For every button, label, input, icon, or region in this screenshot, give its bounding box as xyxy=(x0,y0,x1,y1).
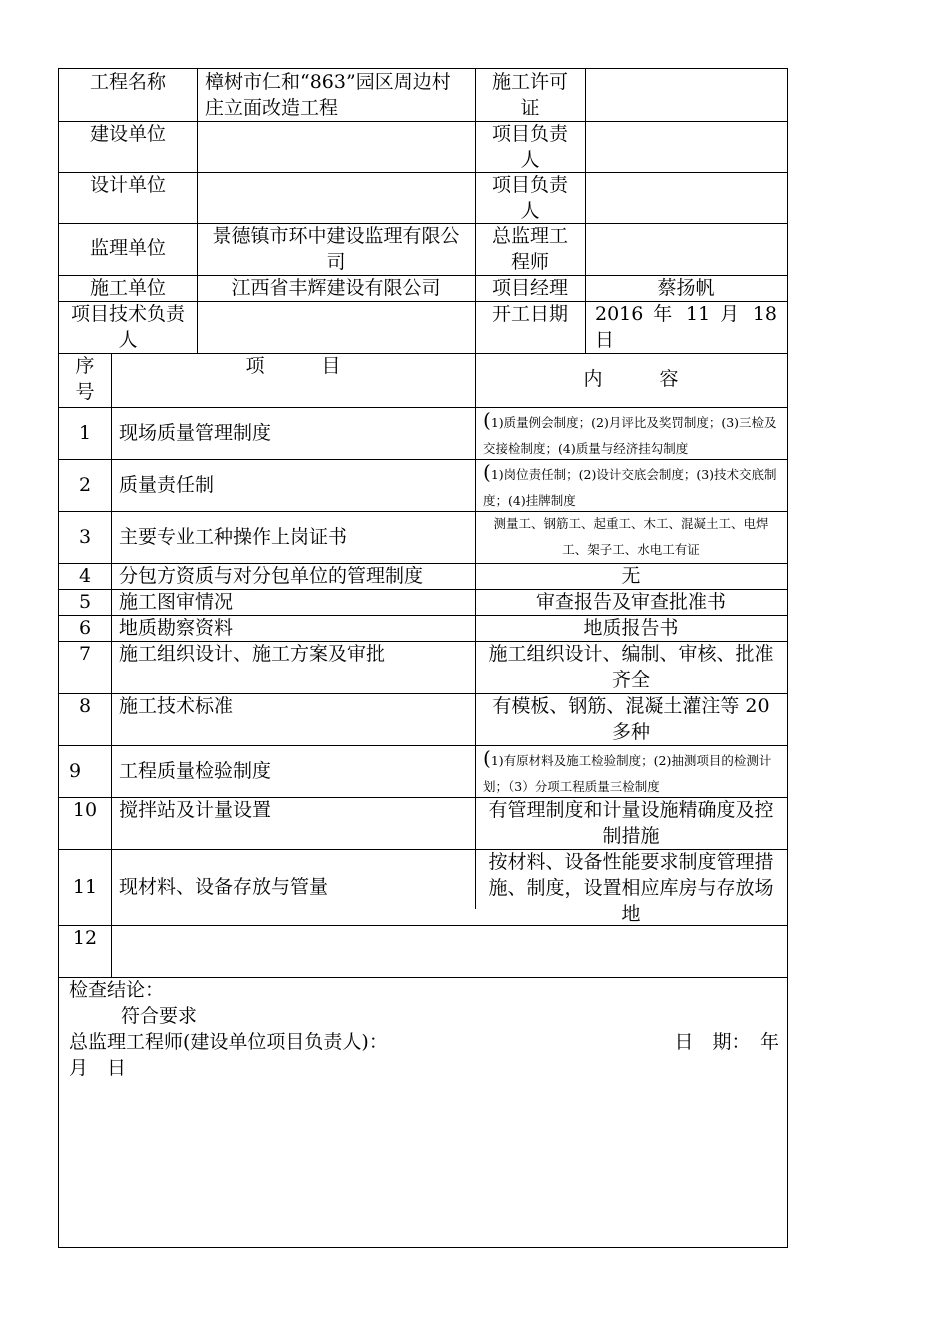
row-number: 2 xyxy=(78,474,92,496)
row-content-text: 1)岗位责任制；(2)设计交底会制度；(3)技术交底制度；(4)挂牌制度 xyxy=(483,467,777,508)
start-date-label: 开工日期 xyxy=(491,303,568,325)
row-content xyxy=(475,745,787,800)
contractor-pm-label: 项目经理 xyxy=(491,277,568,299)
row-item: 施工图审情况 xyxy=(119,591,234,613)
row-item: 现场质量管理制度 xyxy=(119,422,272,444)
row-number: 8 xyxy=(78,695,92,717)
date-label: 日 期： 年 xyxy=(674,1031,779,1053)
row-number: 9 xyxy=(69,760,82,782)
row-number: 5 xyxy=(78,591,92,613)
row-content-text: 1)质量例会制度；(2)月评比及奖罚制度；(3)三检及交接检制度；(4)质量与经济挂勾制度 xyxy=(483,415,777,456)
row-item: 地质勘察资料 xyxy=(119,617,234,639)
row-content: 按材料、设备性能要求制度管理措施、制度，设置相应库房与存放场地 xyxy=(488,851,774,925)
row-number: 1 xyxy=(78,422,92,444)
seq-column-header: 序号 xyxy=(75,355,95,403)
signer-label: 总监理工程师(建设单位项目负责人)： xyxy=(69,1031,388,1053)
inspection-record-table xyxy=(58,68,788,1248)
row-item: 主要专业工种操作上岗证书 xyxy=(119,526,348,548)
contractor-value: 江西省丰辉建设有限公司 xyxy=(231,277,441,299)
row-number: 11 xyxy=(72,876,98,898)
supervisor-label: 监理单位 xyxy=(89,237,166,259)
row-content: 有管理制度和计量设施精确度及控制措施 xyxy=(488,799,774,847)
client-label: 建设单位 xyxy=(89,123,166,145)
row-content: 地质报告书 xyxy=(583,617,679,639)
paren-glyph: ( xyxy=(483,746,491,770)
row-item: 现材料、设备存放与管量 xyxy=(119,876,329,898)
row-content: 审查报告及审查批准书 xyxy=(535,591,726,613)
conclusion-result: 符合要求 xyxy=(121,1005,198,1027)
row-number: 10 xyxy=(72,799,98,821)
chief-supervisor-label: 总监理工程师 xyxy=(491,225,568,273)
contractor-label: 施工单位 xyxy=(89,277,166,299)
row-number: 3 xyxy=(78,526,92,548)
row-content: 有模板、钢筋、混凝土灌注等 20 多种 xyxy=(492,695,770,743)
date-tail: 月 日 xyxy=(69,1057,127,1079)
paren-glyph: ( xyxy=(483,460,491,484)
row-item: 分包方资质与对分包单位的管理制度 xyxy=(119,565,424,587)
row-content: 施工组织设计、编制、审核、批准齐全 xyxy=(488,643,774,691)
project-name-label: 工程名称 xyxy=(89,71,166,93)
supervisor-value: 景德镇市环中建设监理有限公司 xyxy=(212,225,460,273)
permit-label: 施工许可证 xyxy=(491,71,568,119)
row-number: 4 xyxy=(78,565,92,587)
row-content: 无 xyxy=(621,565,641,587)
tech-lead-label: 项目技术负责人 xyxy=(70,303,185,351)
design-pm-label: 项目负责人 xyxy=(491,174,568,222)
row-item: 施工组织设计、施工方案及审批 xyxy=(119,643,386,665)
row-content xyxy=(475,459,787,514)
client-pm-label: 项目负责人 xyxy=(491,123,568,171)
row-item: 工程质量检验制度 xyxy=(119,760,272,782)
contractor-pm-value: 蔡扬帆 xyxy=(657,277,715,299)
row-number: 7 xyxy=(78,643,92,665)
item-column-header: 项 目 xyxy=(245,355,341,377)
start-date-value: 2016 年 11 月 18 日 xyxy=(595,303,777,351)
row-content-text: 1)有原材料及施工检验制度；(2)抽测项目的检测计划；（3）分项工程质量三检制度 xyxy=(483,753,772,794)
row-content xyxy=(475,407,787,462)
row-item: 质量责任制 xyxy=(119,474,215,496)
row-item: 施工技术标准 xyxy=(119,695,234,717)
content-column-header: 内 容 xyxy=(583,368,679,390)
row-content: 测量工、钢筋工、起重工、木工、混凝土工、电焊工、架子工、水电工有证 xyxy=(493,516,769,557)
paren-glyph: ( xyxy=(483,408,491,432)
conclusion-label: 检查结论： xyxy=(69,979,165,1001)
row-number: 6 xyxy=(78,617,92,639)
project-name-value: 樟树市仁和“863”园区周边村庄立面改造工程 xyxy=(205,71,451,119)
row-item: 搅拌站及计量设置 xyxy=(119,799,272,821)
row-number: 12 xyxy=(72,927,98,949)
design-label: 设计单位 xyxy=(89,174,166,196)
